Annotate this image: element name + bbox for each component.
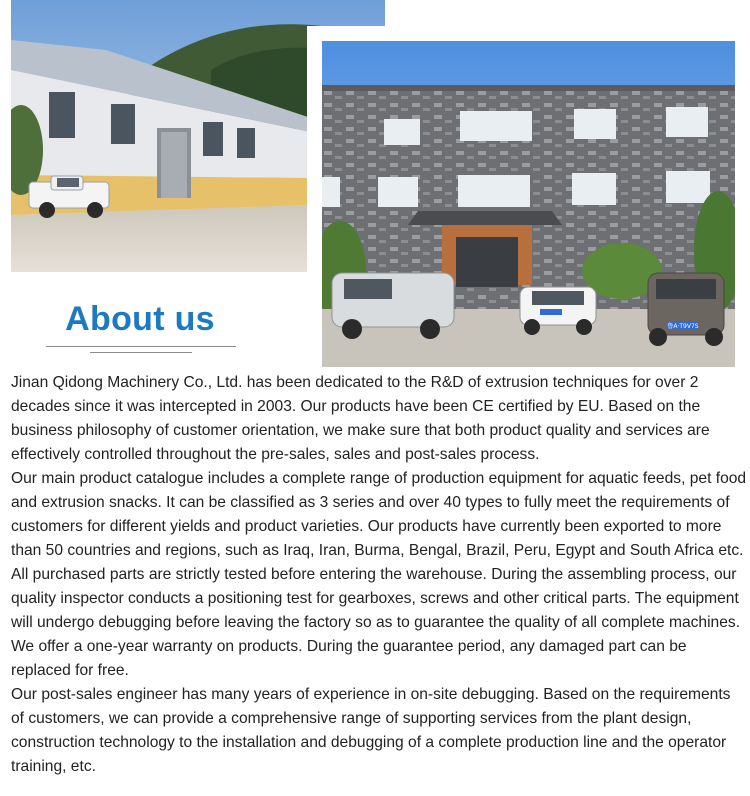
about-content <box>11 371 747 779</box>
title-divider-short <box>90 352 192 353</box>
paragraph-intro: Jinan Qidong Machinery Co., Ltd. has been dedicated to the R&D of extrusion techniques for over 2 decades since it was intercepted in 2003. Our products have been CE certified by EU. Based on the business philosophy of customer orientation, we make sure that both product quality and services are effectively controlled throughout the pre-sales, sales and post-sales process. <box>11 374 710 463</box>
paragraph-services: Our post-sales engineer has many years of experience in on-site debugging. Based on the requirements of customers, we can provide a comprehensive range of supporting services from the plant design, construction technology to the installation and debugging of a complete production line and the operator training, etc. <box>11 686 731 775</box>
car-plate-text: 鲁A·T9V7S <box>667 323 699 330</box>
title-divider-long <box>46 346 236 347</box>
paragraph-products: Our main product catalogue includes a complete range of production equipment for aquatic feeds, pet food and extrusion snacks. It can be classified as 3 series and over 40 types to fully meet the requirements of customers for different yields and product varieties. Our products have currently been exported to more than 50 countries and regions, such as Iraq, Iran, Burma, Bengal, Brazil, Peru, Egypt and South Africa etc. <box>11 470 747 559</box>
office-building-photo <box>322 41 735 367</box>
page-title: About us <box>65 300 215 338</box>
paragraph-quality: All purchased parts are strictly tested before entering the warehouse. During the assembling process, our quality inspector conducts a positioning test for gearboxes, screws and other critical parts. The equipment will undergo debugging before leaving the factory so as to guarantee the quality of all complete machines. We offer a one-year warranty on products. During the guarantee period, any damaged part can be replaced for free. <box>11 566 741 679</box>
